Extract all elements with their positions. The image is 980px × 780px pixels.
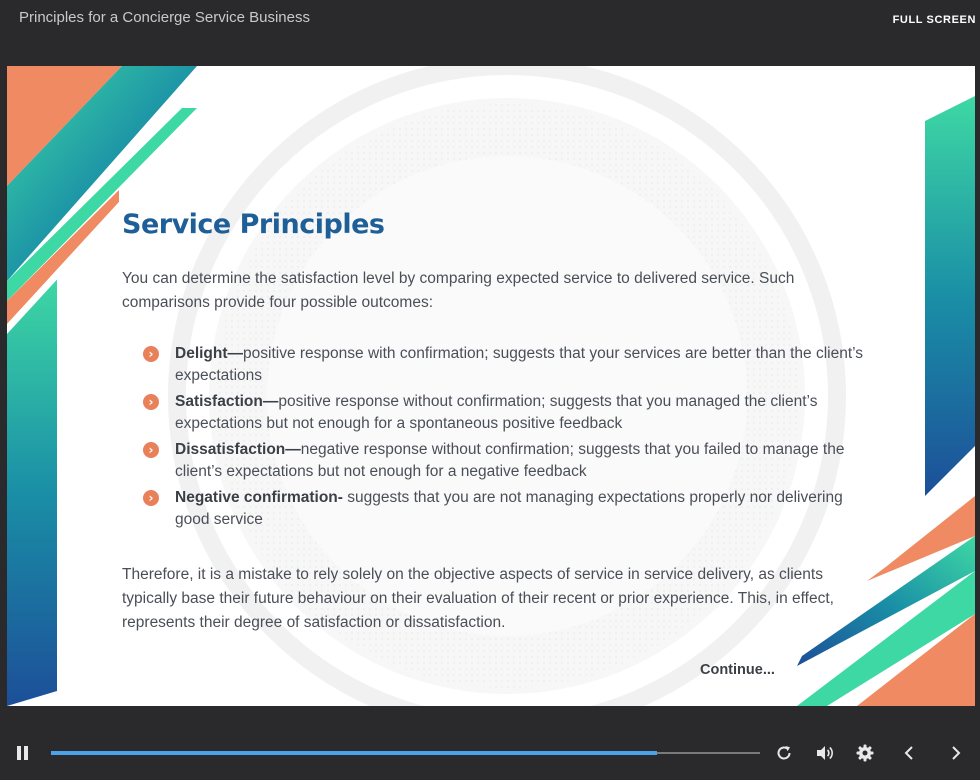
volume-icon [815, 744, 835, 762]
list-item-delight [143, 343, 873, 387]
slide-title: Service Principles [122, 209, 385, 240]
settings-button[interactable] [856, 744, 874, 762]
chevron-right-icon: › [143, 394, 159, 410]
course-title: Principles for a Concierge Service Business [19, 9, 310, 26]
chevron-right-icon: › [143, 442, 159, 458]
previous-button[interactable] [902, 745, 916, 761]
replay-icon [775, 744, 793, 762]
progress-bar[interactable] [51, 752, 760, 754]
volume-button[interactable] [815, 744, 835, 762]
slide [7, 66, 975, 706]
list-item-satisfaction [143, 391, 873, 435]
list-item-negative-confirmation [143, 487, 873, 531]
bullet-term: Delight— [175, 345, 244, 362]
settings-icon [856, 744, 874, 762]
pause-icon-bar [24, 746, 28, 760]
slide-content [7, 66, 975, 706]
bullet-term: Dissatisfaction— [175, 441, 301, 458]
bullet-text: positive response without confirmation; suggests that you managed the client’s expectations but not enough for a spontaneous positive feedback [175, 393, 818, 432]
next-button[interactable] [949, 745, 963, 761]
outro-paragraph: Therefore, it is a mistake to rely solely on the objective aspects of service in service delivery, as clients typically base their future behaviour on their evaluation of their recent or prior experience. This, in effect, represents their degree of satisfaction or dissatisfaction. [122, 566, 834, 631]
pause-button[interactable] [17, 746, 29, 760]
list-item-dissatisfaction [143, 439, 873, 483]
intro-paragraph: You can determine the satisfaction level by comparing expected service to delivered service. Such comparisons provide four possible outcomes: [122, 270, 795, 311]
replay-button[interactable] [775, 744, 793, 762]
bullet-text: negative response without confirmation; suggests that you failed to manage the client’s expectations but not enough for a negative feedback [175, 441, 845, 480]
pause-icon [17, 746, 21, 760]
bullet-text: suggests that you are not managing expectations properly nor delivering good service [175, 489, 843, 528]
bullet-term: Negative confirmation- [175, 489, 343, 506]
chevron-right-icon: › [143, 346, 159, 362]
top-bar [0, 0, 980, 66]
chevron-right-icon: › [143, 490, 159, 506]
continue-link[interactable]: Continue... [700, 662, 775, 678]
bullet-term: Satisfaction— [175, 393, 279, 410]
player-controls [0, 706, 980, 780]
next-icon [949, 745, 963, 761]
fullscreen-button[interactable]: FULL SCREEN [892, 14, 976, 26]
progress-fill [51, 751, 657, 755]
bullet-text: positive response with confirmation; suggests that your services are better than the client’s expectations [175, 345, 864, 384]
prev-icon [902, 745, 916, 761]
outcomes-list [143, 343, 873, 535]
